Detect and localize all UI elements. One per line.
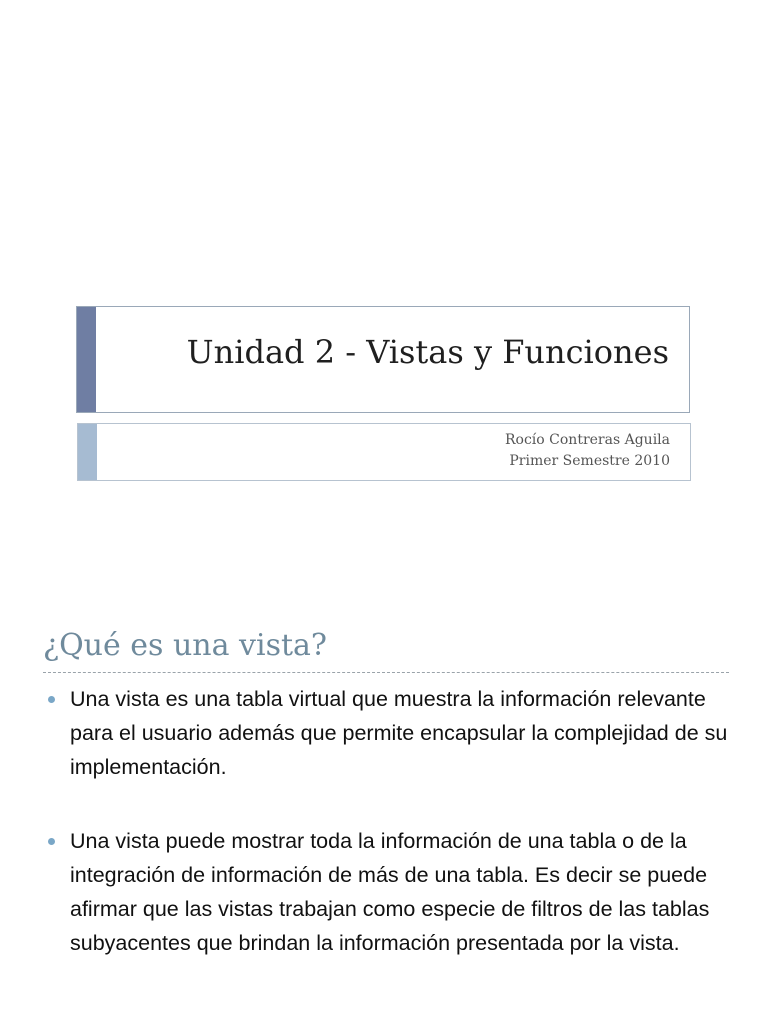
bullet-list [44,682,734,960]
subtitle-box [77,423,691,481]
slide-heading: ¿Qué es una vista? [43,628,328,663]
title-box [76,306,690,413]
semester-label: Primer Semestre 2010 [509,453,670,469]
subtitle-accent-bar [78,424,97,480]
title-accent-bar [77,307,96,412]
bullet-icon [48,838,55,845]
content-slide [0,600,768,1024]
author-name: Rocío Contreras Aguila [505,432,670,448]
heading-divider [43,672,729,673]
bullet-text: Una vista puede mostrar toda la información de una tabla o de la integración de información de más de una tabla. Es decir se puede afirmar que las vistas trabajan como especie de filtros de las tablas subyacentes que brindan la información presentada por la vista. [70,829,710,955]
bullet-text: Una vista es una tabla virtual que muestra la información relevante para el usuario además que permite encapsular la complejidad de su implementación. [70,687,728,779]
bullet-icon [48,696,55,703]
slide-title: Unidad 2 - Vistas y Funciones [186,333,669,371]
subtitle-lines [505,430,670,472]
bullet-item [44,682,734,784]
bullet-item [44,824,734,960]
